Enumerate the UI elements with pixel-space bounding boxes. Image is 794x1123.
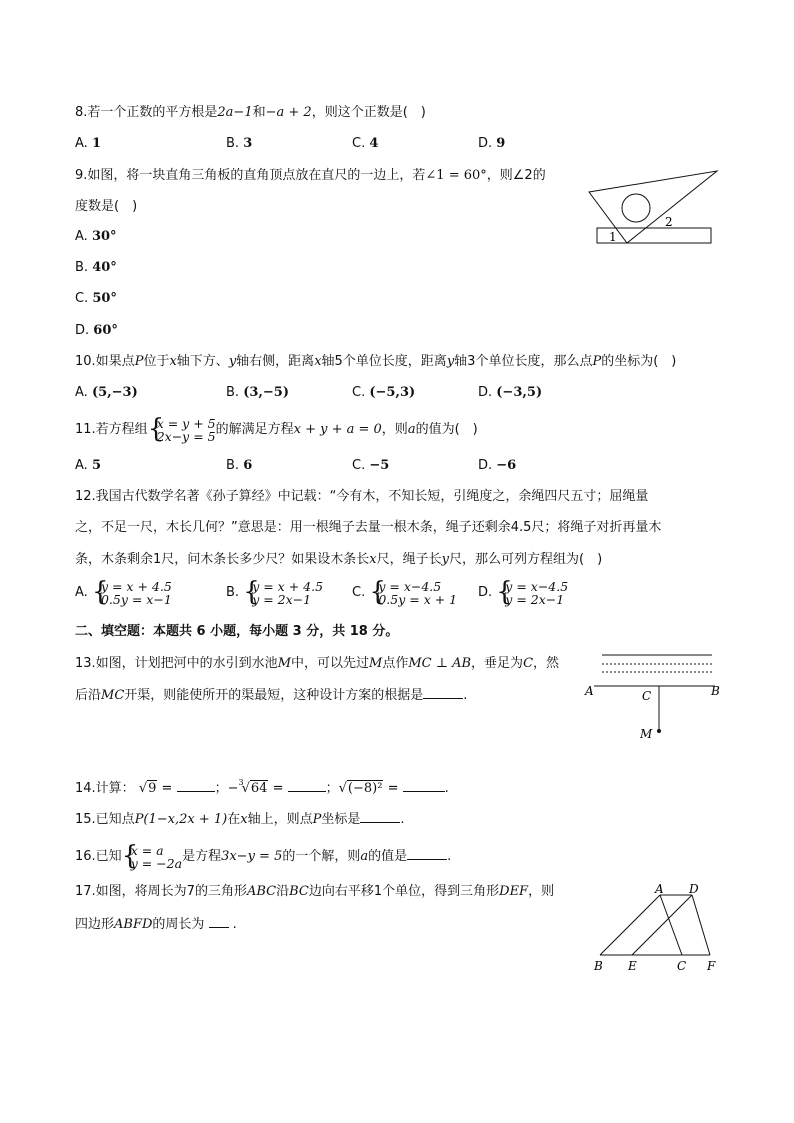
q11-option-b[interactable]: B. 6 [226,458,253,473]
triangle-hole [622,194,650,222]
q9-option-a[interactable]: A. 30° [75,229,117,244]
label-b: B [711,684,720,698]
q10-option-c[interactable]: C. (−5,3) [352,385,416,400]
label-c: C [642,689,652,703]
q14-stem: 14.计算： √9 = ；−$^3$√64 = ；√(−8)² = . [75,779,449,799]
label-c: C [677,959,687,973]
label-d: D [689,882,699,896]
q17-figure [588,882,728,977]
section-2-heading: 二、填空题：本题共 6 小题，每小题 3 分，共 18 分。 [75,624,399,639]
cbrt-64: $^3$√64 [238,778,268,796]
q9-figure [585,165,725,250]
q15-answer-blank[interactable] [360,810,400,823]
q14-blank-2[interactable] [288,779,326,792]
q17-stem-line1: 17.如图，将周长为7的三角形ABC沿BC边向右平移1个单位，得到三角形DEF，则 [75,884,555,899]
label-m: M [640,727,653,741]
q9-stem-line1: 9.如图，将一块直角三角板的直角顶点放在直尺的一边上，若∠1 = 60°，则∠2的 [75,168,546,183]
q13-stem-line2: 后沿MC开渠，则能使所开的渠最短，这种设计方案的根据是 . [75,688,468,703]
q14-blank-3[interactable] [403,779,445,792]
q12-option-b[interactable]: B. { y = x + 4.5 y = 2x−1 [226,579,323,607]
sqrt-9: √9 [138,781,157,796]
q9-option-c[interactable]: C. 50° [75,291,117,306]
q10-option-a[interactable]: A. (5,−3) [75,385,138,400]
side-de [632,895,692,955]
q12-stem-line2: 之，不足一尺，木长几何？”意思是：用一根绳子去量一根木条，绳子还剩余4.5尺；将绳子对折再量木 [75,520,662,535]
q13-stem-line1: 13.如图，计划把河中的水引到水池M中，可以先过M点作MC ⊥ AB，垂足为C，然 [75,656,560,671]
q8-option-d[interactable]: D. 9 [478,136,506,151]
q17-stem-line2: 四边形ABFD的周长为 . [75,917,237,932]
label-a: A [655,882,664,896]
q11-option-a[interactable]: A. 5 [75,458,101,473]
angle-1-label: 1 [609,230,617,244]
side-df [692,895,710,955]
q10-option-b[interactable]: B. (3,−5) [226,385,289,400]
q14-blank-1[interactable] [177,779,215,792]
label-a: A [585,684,594,698]
q10-stem: 10.如果点P位于x轴下方、y轴右侧，距离x轴5个单位长度，距离y轴3个单位长度，那么点P的坐标为( ) [75,354,677,369]
q8-option-c[interactable]: C. 4 [352,136,379,151]
side-ab [600,895,660,955]
q12-stem-line3: 条，木条剩余1尺，问木条长多少尺？如果设木条长x尺，绳子长y尺，那么可列方程组为( ) [75,552,603,567]
q11-stem: 11.若方程组 { x = y + 5 2x−y = 5 的解满足方程x + y + a = 0，则a的值为( ) [75,416,478,444]
q12-option-d[interactable]: D. { y = x−4.5 y = 2x−1 [478,579,568,607]
q16-solution-system: { x = a y = −2a [122,844,182,870]
q11-option-c[interactable]: C. −5 [352,458,390,473]
q11-option-d[interactable]: D. −6 [478,458,517,473]
q12-option-c[interactable]: C. { y = x−4.5 0.5y = x + 1 [352,579,457,607]
q11-equation-system: { x = y + 5 2x−y = 5 [148,417,216,443]
q16-answer-blank[interactable] [407,847,447,860]
q10-option-d[interactable]: D. (−3,5) [478,385,543,400]
q13-figure [580,648,730,743]
angle-2-label: 2 [665,215,673,229]
label-f: F [707,959,716,973]
q13-answer-blank[interactable] [423,686,463,699]
sqrt-neg8-squared: √(−8)² [338,781,383,796]
point-m [657,729,661,733]
label-b: B [594,959,603,973]
q9-option-b[interactable]: B. 40° [75,260,117,275]
q15-stem: 15.已知点P(1−x,2x + 1)在x轴上，则点P坐标是 . [75,812,405,827]
q9-option-d[interactable]: D. 60° [75,323,118,338]
q12-stem-line1: 12.我国古代数学名著《孙子算经》中记载：“今有木，不知长短，引绳度之，余绳四尺五寸；屈绳量 [75,489,649,504]
label-e: E [628,959,637,973]
q8-option-b[interactable]: B. 3 [226,136,253,151]
q9-stem-line2: 度数是( ) [75,199,138,214]
q8-option-a[interactable]: A. 1 [75,136,101,151]
q8-stem: 8.若一个正数的平方根是2a−1和−a + 2，则这个正数是( ) [75,105,426,120]
q16-stem: 16.已知 { x = a y = −2a 是方程3x−y = 5的一个解，则a的值是 . [75,843,451,871]
side-ac [660,895,682,955]
q12-option-a[interactable]: A. { y = x + 4.5 0.5y = x−1 [75,579,172,607]
q17-answer-blank[interactable] [209,915,229,928]
